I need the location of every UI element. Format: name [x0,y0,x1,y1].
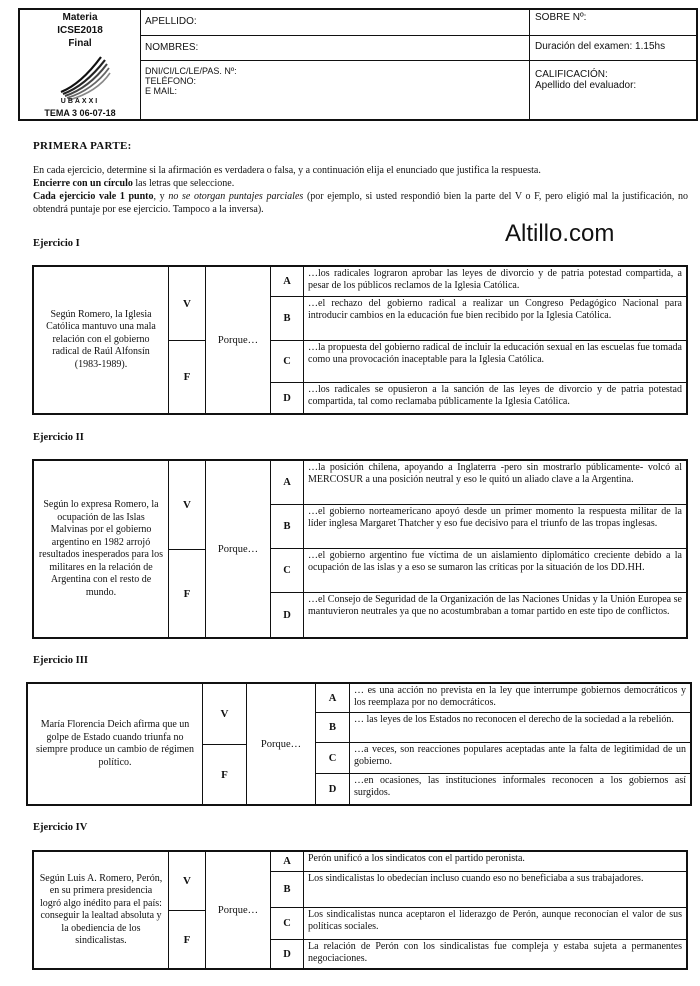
exercise-4-statement: Según Luis A. Romero, Perón, en su primera presidencia logró algo inédito para el país: conseguir la lealtad absoluta y la obediencia de los sindicalistas. [39,872,163,946]
exercise-2-option-d-letter[interactable]: D [283,609,291,621]
exercise-1-title: Ejercicio I [33,238,80,249]
exercise-3-option-d-text: …en ocasiones, las instituciones informales reconocen a los gobiernos así surgidos. [354,775,686,798]
exercise-4-option-c-letter[interactable]: C [271,908,303,940]
exercise-4-option-b-text: Los sindicalistas lo obedecían incluso cuando eso no beneficiaba a sus trabajadores. [304,872,686,908]
instruction-line-3-italic: no se otorgan puntajes parciales [168,191,304,202]
exercise-3-option-b-letter[interactable]: B [316,713,349,743]
student-info-cell [141,10,530,119]
dni-label: DNI/CI/LC/LE/PAS. Nº: [145,66,237,76]
exercise-4-option-c-text: Los sindicalistas nunca aceptaron el liderazgo de Perón, aunque reconocían el valor de sus políticas sociales. [304,908,686,940]
exercise-2-title: Ejercicio II [33,432,84,443]
exercise-2-true-option[interactable]: V [183,499,191,511]
duration-label: Duración del examen: 1.15hs [530,36,696,61]
instructions [33,164,688,216]
sobre-field[interactable]: SOBRE Nº: [530,10,696,36]
exam-info-cell [530,10,696,119]
exercise-2-option-a-text: …la posición chilena, apoyando a Inglaterra -pero sin mostrarlo públicamente- volcó al MERCOSUR a una posición neutral y eso le quitó un aliado clave a la Argentina. [304,461,686,505]
exercise-1-true-option[interactable]: V [183,297,191,310]
exercise-2-porque: Porque… [217,543,259,555]
instruction-line-2-rest: las letras que seleccione. [132,178,235,189]
apellido-field[interactable]: APELLIDO: [141,10,529,36]
watermark: Altillo.com [505,220,615,247]
exam-header [18,8,698,121]
subject-label: Materia [62,12,98,23]
telefono-label: TELÉFONO: [145,76,197,86]
exercise-4-title: Ejercicio IV [33,822,88,833]
exercise-1-table [32,265,688,415]
exercise-1-option-d-letter[interactable]: D [283,392,291,404]
exercise-3-option-b-text: … las leyes de los Estados no reconocen el derecho de la sociedad a la rebelión. [350,713,690,743]
exercise-1-porque: Porque… [217,334,259,346]
contact-fields[interactable] [141,66,529,96]
exam-tema: TEMA 3 06-07-18 [44,108,116,118]
calificacion-label: CALIFICACIÓN: [535,69,608,80]
ubaxxi-logo-icon [55,54,111,102]
exercise-1-option-c-text: …la propuesta del gobierno radical de incluir la educación sexual en las escuelas fue tomada como una provocación inaceptable para la Iglesia Católica. [304,341,686,383]
instruction-line-3-rest: (por ejemplo, si usted respondió bien la parte del V o F, pero eligió mal la justificación, no obtendrá puntaje por ese ejercicio. Tampoco a la inversa). [33,191,689,215]
exercise-2-table [32,459,688,639]
exercise-4-porque: Porque… [217,904,259,916]
exercise-3-true-option[interactable]: V [220,708,229,720]
exercise-1-option-a-letter[interactable]: A [271,267,303,297]
instruction-line-3-bold: Cada ejercicio vale 1 punto [33,191,154,202]
exercise-3-statement: María Florencia Deich afirma que un golpe de Estado cuando triunfa no siempre produce un cambio de régimen político. [36,719,194,768]
exercise-2-option-c-text: …el gobierno argentino fue víctima de un aislamiento diplomático creciente debido a la ocupación de las islas y a eso se sumaron las críticas por la situación de los DD.HH. [304,549,686,593]
exercise-1-option-c-letter[interactable]: C [271,341,303,383]
instruction-line-1: En cada ejercicio, determine si la afirmación es verdadera o falsa, y a continuación elija el enunciado que justifica la respuesta. [33,165,541,176]
exercise-1-statement: Según Romero, la Iglesia Católica mantuvo una mala relación con el gobierno radical de Raúl Alfonsín (1983-1989). [46,308,156,370]
exercise-1-option-b-letter[interactable]: B [271,297,303,341]
exam-type: Final [68,38,92,49]
subject-code: ICSE2018 [57,25,103,36]
exercise-4-true-option[interactable]: V [183,875,191,887]
exercise-3-option-d-letter[interactable]: D [328,783,337,795]
exercise-4-option-a-text: Perón unificó a los sindicatos con el partido peronista. [304,852,686,872]
exercise-3-option-a-letter[interactable]: A [316,684,349,713]
exercise-1-false-option[interactable]: F [183,371,191,383]
exercise-4-option-a-letter[interactable]: A [271,852,303,872]
exercise-2-option-b-letter[interactable]: B [271,505,303,549]
exercise-2-option-c-letter[interactable]: C [271,549,303,593]
instruction-line-2-bold: Encierre con un círculo [33,178,133,189]
instruction-line-2 [33,177,688,190]
exercise-3-option-c-letter[interactable]: C [316,743,349,774]
exercise-4-option-b-letter[interactable]: B [271,872,303,908]
exercise-3-table [26,682,692,806]
nombres-field[interactable]: NOMBRES: [141,36,529,61]
exercise-3-porque: Porque… [260,738,302,750]
part-title: PRIMERA PARTE: [33,140,132,152]
exercise-3-false-option[interactable]: F [221,768,228,781]
exercise-4-option-d-letter[interactable]: D [283,948,291,960]
exercise-1-option-d-text: …los radicales se opusieron a la sanción de las leyes de divorcio y de patria potestad compartida, tal como reclamaba públicamente la Iglesia Católica. [308,384,682,407]
exercise-2-option-b-text: …el gobierno norteamericano apoyó desde un primer momento la respuesta militar de la líder inglesa Margaret Thatcher y eso fue decisivo para el triunfo de las tropas inglesas. [304,505,686,549]
instruction-line-3-mid: , y [153,191,169,202]
subject-cell [20,10,141,119]
exercise-2-option-a-letter[interactable]: A [271,461,303,505]
exercise-2-statement: Según lo expresa Romero, la ocupación de las Islas Malvinas por el gobierno argentino en 1982 arrojó resultados inesperados para los militares en la relación de Argentina con el resto de mundo. [38,499,164,598]
exercise-1-option-a-text: …los radicales lograron aprobar las leyes de divorcio y de patria potestad compartida, a pesar de los públicos reclamos de la Iglesia Católica. [304,267,686,297]
exercise-3-option-a-text: … es una acción no prevista en la ley que interrumpe gobiernos democráticos y los reemplaza por no democráticos. [350,684,690,713]
exercise-2-false-option[interactable]: F [183,587,191,600]
email-label: E MAIL: [145,86,178,96]
exercise-4-table [32,850,688,970]
exercise-2-option-d-text: …el Consejo de Seguridad de la Organización de las Naciones Unidas y la Unión Europea se mantuvieron neutrales ya que no acostumbraban a tomar partido en este tipo de conflictos. [308,594,682,617]
exercise-3-option-c-text: …a veces, son reacciones populares aceptadas ante la falta de legitimidad de un gobierno. [350,743,690,774]
grading-fields [530,69,696,91]
exercise-4-option-d-text: La relación de Perón con los sindicalistas fue compleja y estaba sujeta a permanentes negociaciones. [308,941,682,964]
evaluador-label: Apellido del evaluador: [535,80,637,91]
exercise-1-option-b-text: …el rechazo del gobierno radical a realizar un Congreso Pedagógico Nacional para introducir cambios en la educación fue bien recibido por la Iglesia Católica. [304,297,686,341]
instruction-line-3 [33,190,688,216]
exercise-4-false-option[interactable]: F [183,933,191,946]
exercise-3-title: Ejercicio III [33,655,88,666]
institution-name: UBAXXI [60,98,100,105]
